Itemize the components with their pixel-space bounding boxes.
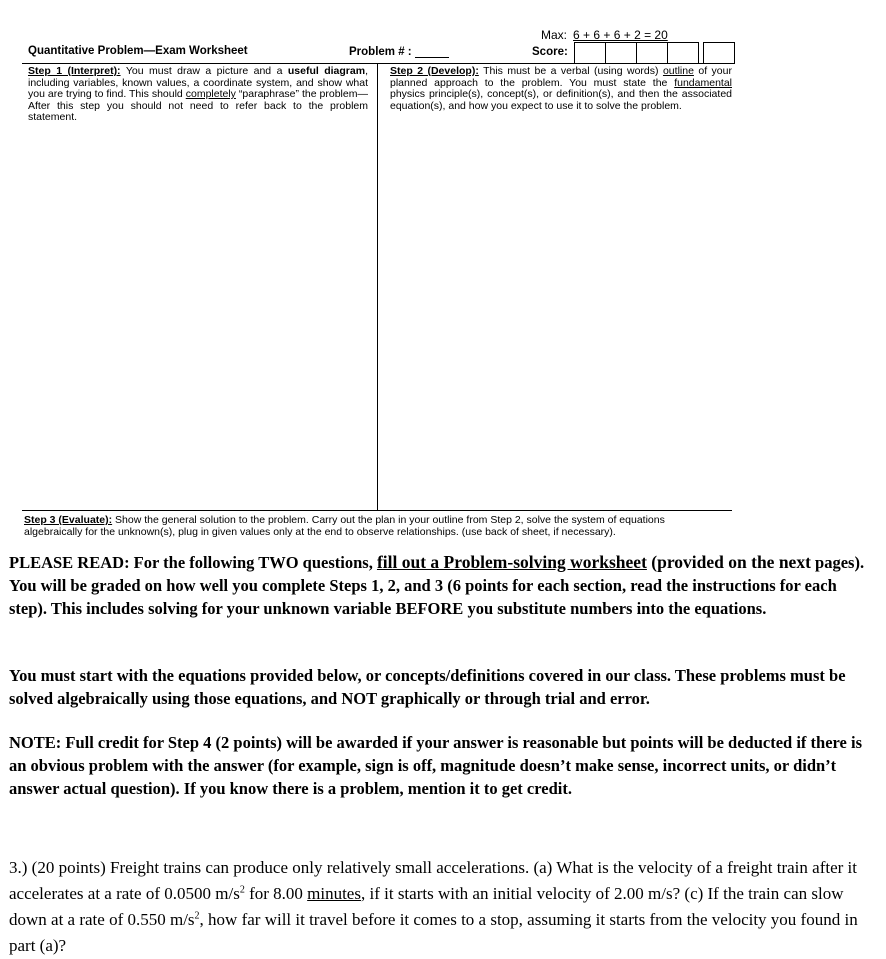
step3-evaluate [24, 515, 714, 538]
score-box-step3[interactable] [637, 42, 668, 64]
instructions-equations: You must start with the equations provided below, or concepts/definitions covered in our class. These problems must be solved algebraically using those equations, and NOT graphically or through trial and error. [9, 666, 846, 708]
worksheet-title: Quantitative Problem—Exam Worksheet [28, 45, 248, 57]
divider-bottom [22, 510, 732, 511]
instructions-note: NOTE: Full credit for Step 4 (2 points) will be awarded if your answer is reasonable but points will be deducted if there is an obvious problem with the answer (for example, sign is off, magnitude doesn’t make sense, incorrect units, or didn’t answer actual question). If you know there is a problem, mention it to get credit. [9, 733, 862, 798]
step2-label: Step 2 (Develop): [390, 65, 479, 77]
score-box-step4[interactable] [668, 42, 699, 64]
step1-text-2: , including variables, known values, a coordinate system, and show what you are trying to find. This should [28, 65, 368, 101]
step1-underline: completely [185, 88, 236, 101]
problem-number-blank[interactable] [415, 45, 449, 58]
question-text-3: , if it starts with an initial velocity of 2.00 m/s? (c) If the train can slow down at a rate of 0.550 m/s [9, 884, 844, 929]
step2-underline-2: fundamental [674, 76, 732, 89]
question-sup-2: 2 [194, 910, 200, 922]
step1-interpret [28, 66, 368, 124]
question-underline: minutes [307, 884, 361, 903]
step1-bold: useful diagram [287, 65, 366, 77]
divider-vertical [377, 64, 378, 510]
step2-text-2: of your planned approach to the problem. You must state the [390, 65, 732, 89]
exam-worksheet [22, 28, 732, 538]
step2-text-3: physics principle(s), concept(s), or definition(s), and then the associated equation(s), and how you expect to use it to solve the problem. [390, 88, 732, 112]
score-box-step2[interactable] [606, 42, 637, 64]
score-box-total[interactable] [703, 42, 735, 64]
max-label: Max: [541, 28, 568, 42]
instr-p1-text-b: (provided on the next [646, 552, 811, 572]
score-boxes [574, 42, 735, 64]
step2-underline-1: outline [662, 65, 694, 77]
instructions-please-read [9, 551, 877, 620]
step1-text-3: “paraphrase” the problem—After this step you should not need to refer back to the problem statement. [28, 88, 368, 124]
instr-p1-underline: fill out a Problem-solving worksheet [376, 552, 647, 572]
instr-p1-text-a: PLEASE READ: For the following TWO questions, [9, 553, 377, 572]
step2-text-1: This must be a verbal (using words) [478, 65, 663, 77]
question-sup-1: 2 [239, 884, 245, 896]
step3-text: Show the general solution to the problem. Carry out the plan in your outline from Step 2, solve the system of equations algebraically for the unknown(s), plug in given values only at the end to observe relationships. (use back of sheet, if necessary). [24, 514, 665, 538]
question-text-4: , how far will it travel before it comes to a stop, assuming it starts from the velocity you found in part (a)? [9, 910, 858, 955]
max-formula: 6 + 6 + 6 + 2 = 20 [573, 28, 668, 42]
score-box-step1[interactable] [574, 42, 606, 64]
score-label: Score: [532, 46, 568, 58]
max-points [541, 28, 668, 42]
step3-label: Step 3 (Evaluate): [24, 514, 113, 526]
problem-label: Problem # : [349, 46, 412, 58]
question-3 [9, 855, 879, 959]
question-text-2: for 8.00 [244, 884, 308, 903]
step1-text-1: You must draw a picture and a [120, 65, 288, 77]
step1-label: Step 1 (Interpret): [28, 65, 121, 77]
question-text-1: 3.) (20 points) Freight trains can produce only relatively small accelerations. (a) What is the velocity of a freight train after it accelerates at a rate of 0.0500 m/s [9, 858, 857, 903]
step2-develop [390, 66, 732, 112]
problem-number [349, 45, 449, 58]
instr-p1-text-c: pages). You will be graded on how well you complete Steps 1, 2, and 3 (6 points for each section, read the instructions for each step). This includes solving for your unknown variable BEFORE you substitute numbers into the equations. [9, 553, 865, 618]
